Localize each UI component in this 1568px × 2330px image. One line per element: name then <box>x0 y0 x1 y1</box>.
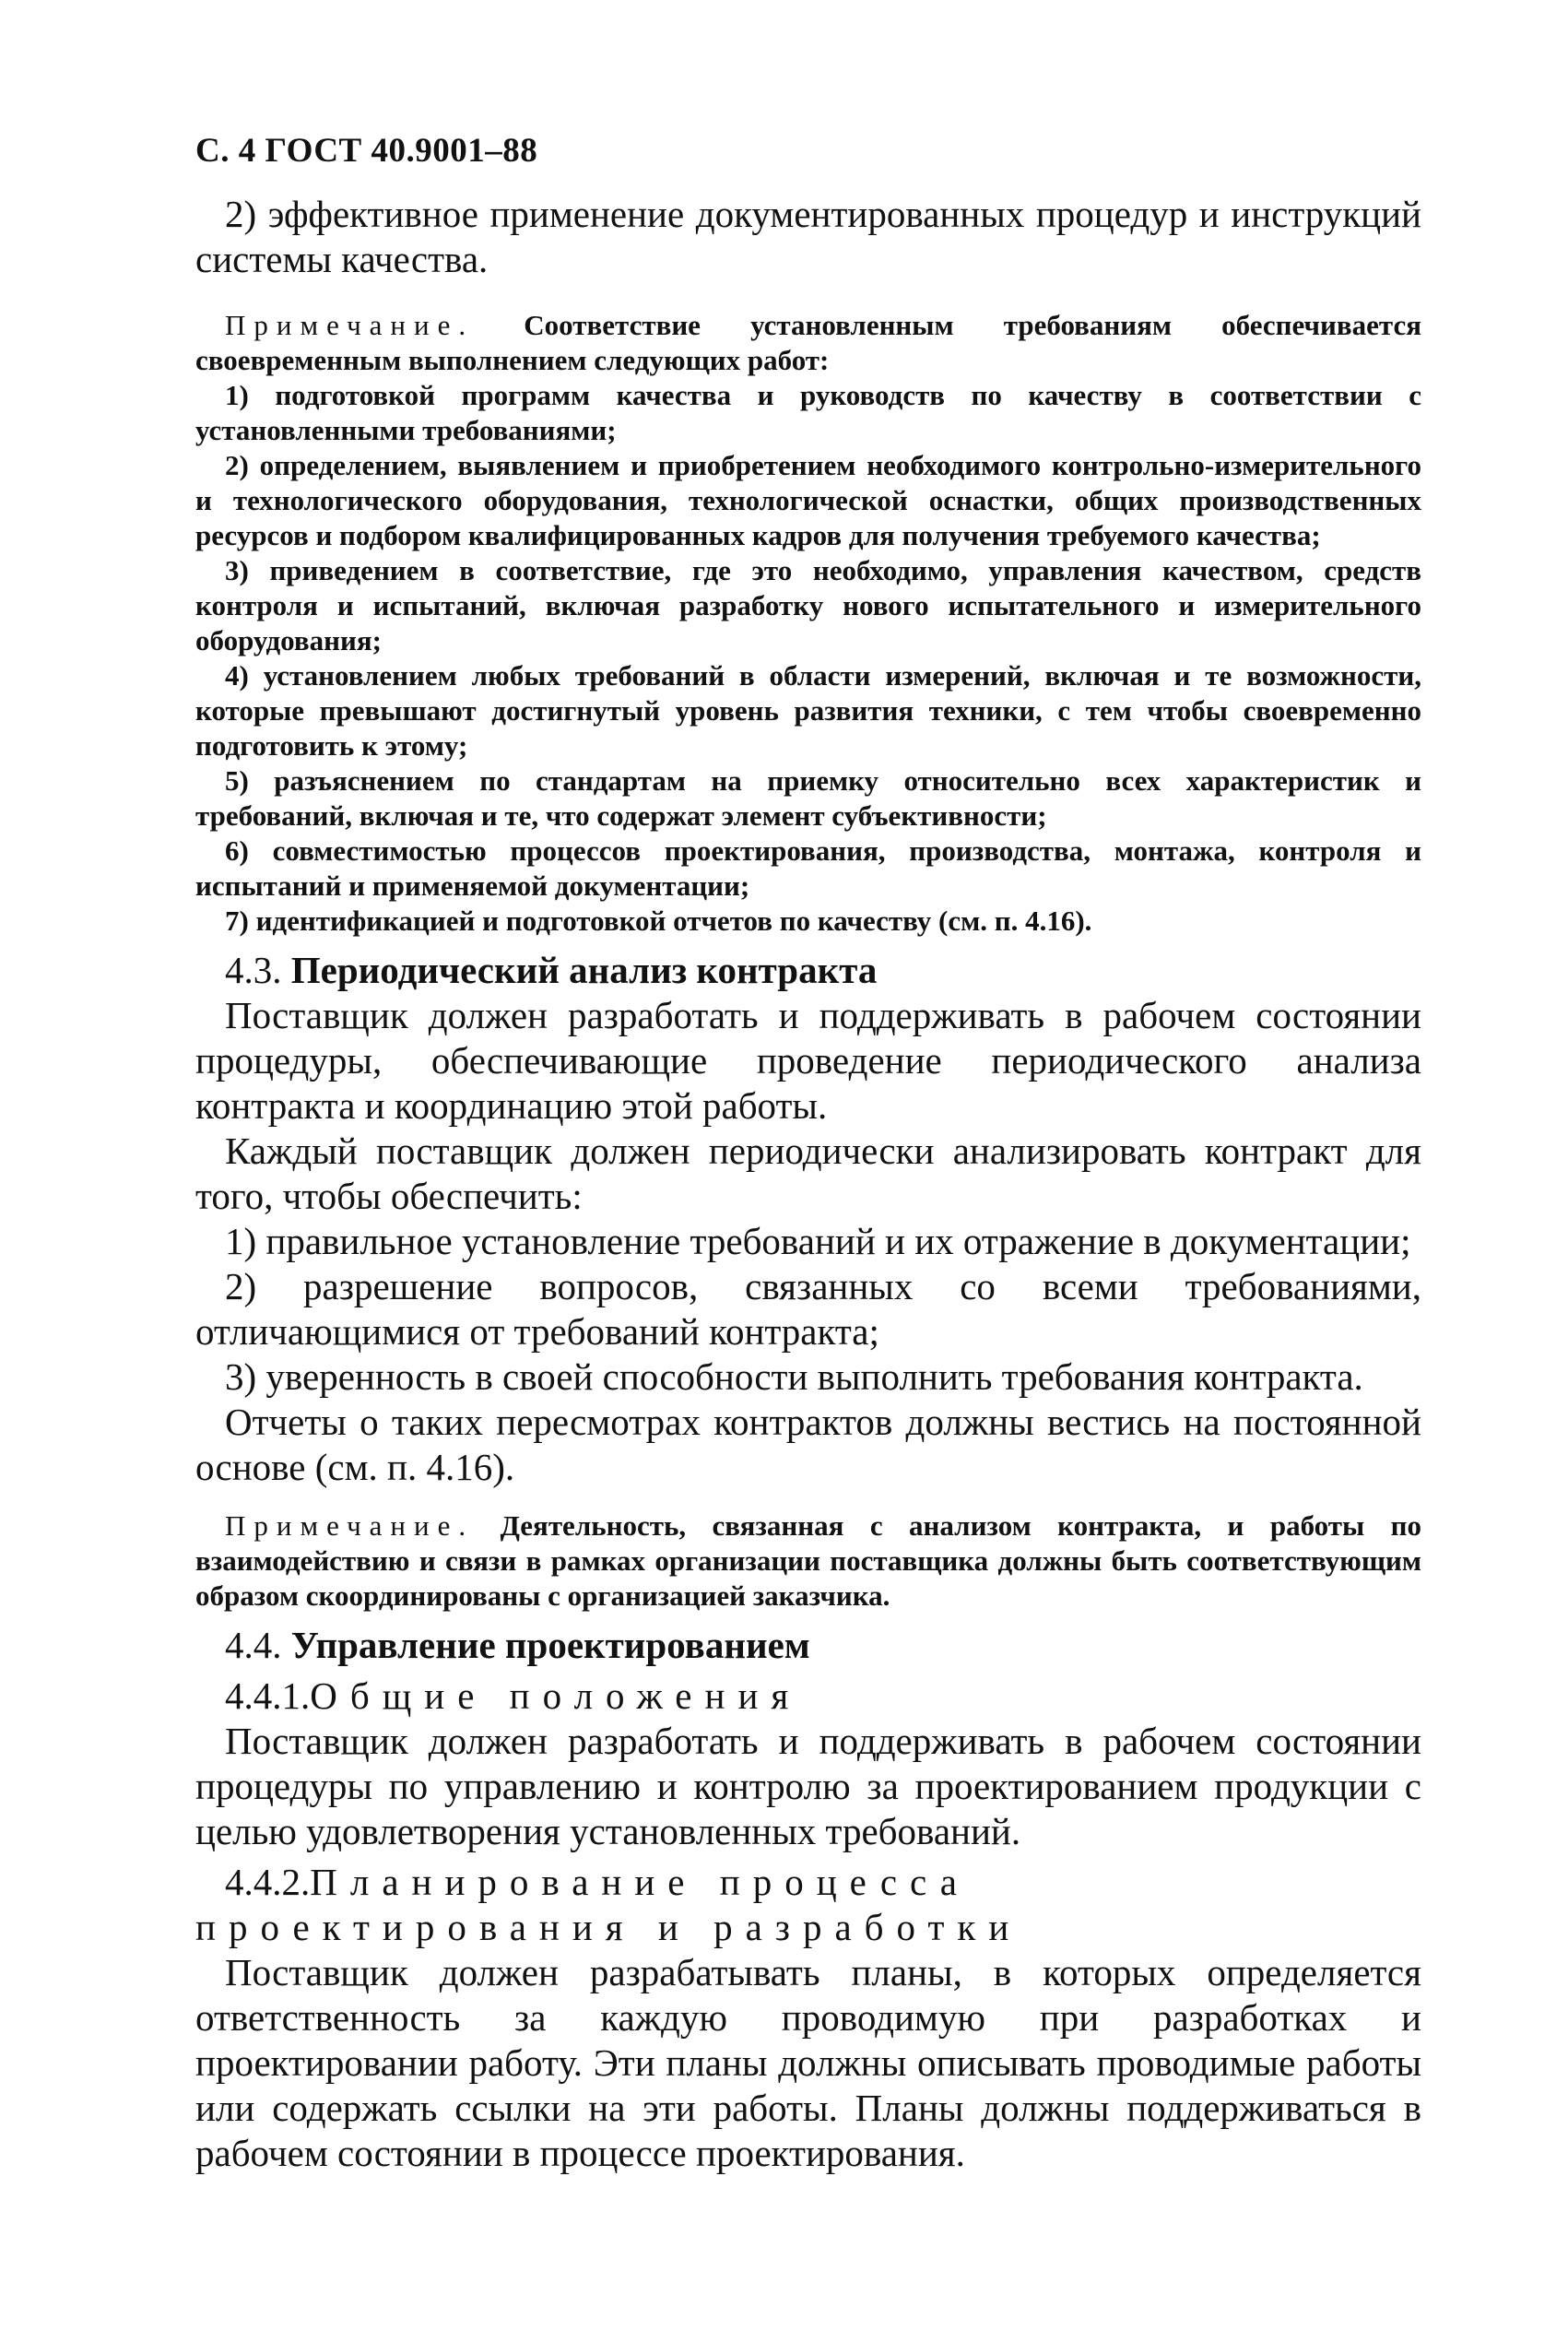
section-4-3-heading <box>195 948 1421 993</box>
section-4-3-para-2: Каждый поставщик должен периодически анализировать контракт для того, чтобы обеспечить: <box>195 1130 1421 1217</box>
section-4-4-2-number: 4.4.2. <box>225 1861 311 1903</box>
note-1-item: 1) подготовкой программ качества и руководств по качеству в соответствии с установленными требованиями; <box>195 379 1421 446</box>
section-4-4-title: Управление проектированием <box>290 1624 810 1666</box>
section-4-4-1-heading <box>195 1674 1421 1719</box>
note-1-item: 6) совместимостью процессов проектирования, производства, монтажа, контроля и испытаний и применяемой документации; <box>195 834 1421 902</box>
note-1-item: 4) установлением любых требований в области измерений, включая и те возможности, которые превышают достигнутый уровень развития техники, с тем чтобы своевременно подготовить к этому; <box>195 659 1421 762</box>
section-4-4-1-number: 4.4.1. <box>225 1674 311 1717</box>
section-4-3-number: 4.3. <box>225 949 282 991</box>
section-4-3-para-3: Отчеты о таких пересмотрах контрактов должны вестись на постоянной основе (см. п. 4.16). <box>195 1401 1421 1488</box>
section-4-3-para-1: Поставщик должен разработать и поддерживать в рабочем состоянии процедуры, обеспечивающие проведение периодического анализа контракта и координацию этой работы. <box>195 994 1421 1127</box>
section-4-4-number: 4.4. <box>225 1624 282 1666</box>
section-4-4-1-text: Поставщик должен разработать и поддерживать в рабочем состоянии процедуры по управлению и контролю за проектированием продукции с целью удовлетворения установленных требований. <box>195 1720 1421 1852</box>
page-content <box>195 192 1421 2176</box>
page-header: С. 4 ГОСТ 40.9001–88 <box>195 132 538 170</box>
section-4-4-2-heading <box>195 1860 1421 1950</box>
section-4-3-item: 2) разрешение вопросов, связанных со всеми требованиями, отличающимися от требований контракта; <box>195 1265 1421 1353</box>
section-4-3-note-label: Примечание. <box>225 1509 475 1542</box>
note-1-label: Примечание. <box>225 309 475 341</box>
note-1-item: 2) определением, выявлением и приобретением необходимого контрольно-измерительного и технологического оборудования, технологической оснастки, общих производственных ресурсов и подбором квалифицированных кадров для получения требуемого качества; <box>195 449 1421 551</box>
intro-item-2: 2) эффективное применение документированных процедур и инструкций системы качества. <box>195 193 1421 280</box>
section-4-4-2-title: Планирование процесса проектирования и разработки <box>195 1861 1022 1948</box>
section-4-3-note <box>195 1508 1421 1614</box>
note-1-item: 5) разъяснением по стандартам на приемку относительно всех характеристик и требований, включая и те, что содержат элемент субъективности; <box>195 764 1421 832</box>
note-1-text: Соответствие установленным требованиям обеспечивается своевременным выполнением следующих работ: <box>195 309 1421 376</box>
note-1 <box>195 308 1421 378</box>
section-4-3-item: 3) уверенность в своей способности выполнить требования контракта. <box>225 1355 1363 1398</box>
section-4-3-title: Периодический анализ контракта <box>290 949 878 991</box>
section-4-4-1-title: Общие положения <box>310 1674 802 1717</box>
section-4-3-note-text: Деятельность, связанная с анализом контракта, и работы по взаимодействию и связи в рамках организации поставщика должны быть соответствующим образом скоординированы с организацией заказчика. <box>195 1509 1422 1612</box>
note-1-item: 7) идентификацией и подготовкой отчетов по качеству (см. п. 4.16). <box>225 905 1092 937</box>
section-4-4-2-text: Поставщик должен разрабатывать планы, в которых определяется ответственность за каждую проводимую при разработках и проектировании работу. Эти планы должны описывать проводимые работы или содержать ссылки на эти работы. Планы должны поддерживаться в рабочем состоянии в процессе проектирования. <box>195 1951 1421 2174</box>
section-4-3-item: 1) правильное установление требований и их отражение в документации; <box>225 1220 1411 1262</box>
section-4-4-heading <box>195 1623 1421 1668</box>
note-1-item: 3) приведением в соответствие, где это необходимо, управления качеством, средств контроля и испытаний, включая разработку нового испытательного и измерительного оборудования; <box>195 554 1421 656</box>
